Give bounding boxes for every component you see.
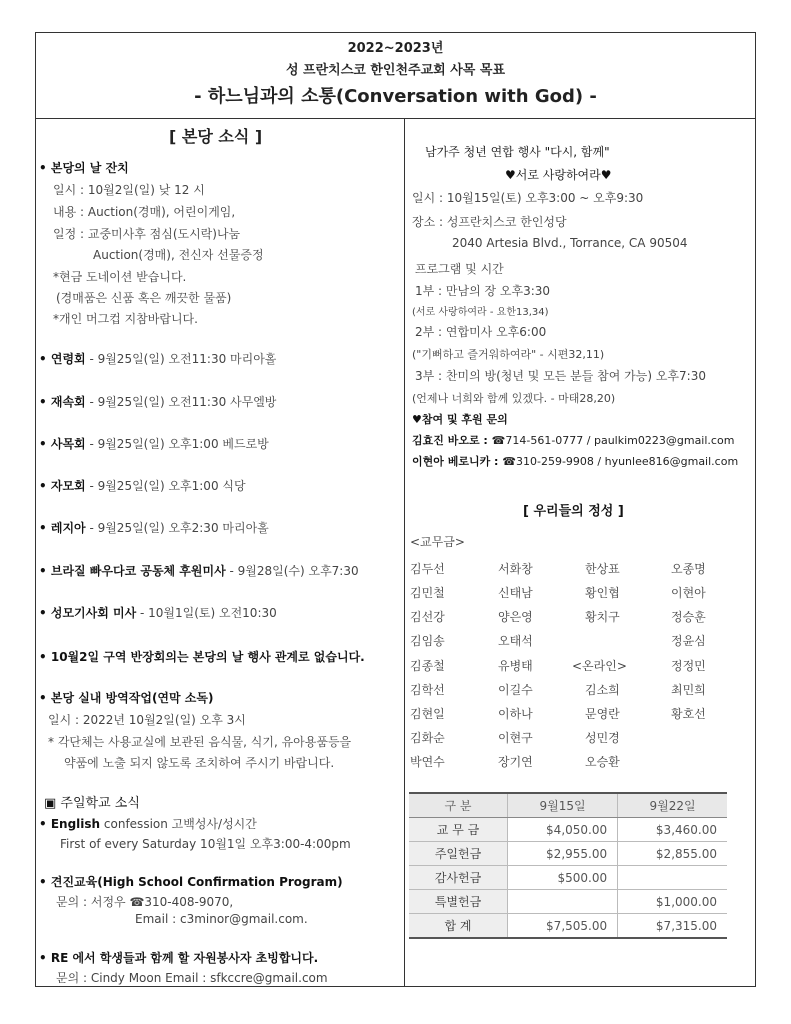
district-meeting-notice: • 10월2일 구역 반장회의는 본당의 날 행사 관계로 없습니다. [39, 650, 365, 664]
meeting-item [39, 393, 276, 410]
donor-name: 양은영 [498, 610, 533, 624]
donor-name: 신태남 [498, 586, 533, 600]
donor-name: 황호선 [671, 707, 706, 721]
meeting-name: • 성모기사회 미사 [39, 606, 137, 620]
table-cell: $4,050.00 [508, 818, 618, 842]
table-cell: $1,000.00 [618, 890, 727, 914]
donor-name: 김종철 [410, 659, 445, 673]
program-part-3: 3부 : 찬미의 방(청년 및 모든 분들 참여 가능) 오후7:30 [415, 369, 706, 383]
meeting-detail: - 9월28일(수) 오후7:30 [225, 564, 359, 578]
donor-name: 김화순 [410, 731, 445, 745]
donor-name: 이하나 [498, 707, 533, 721]
table-cell: $7,315.00 [618, 914, 727, 939]
feast-date: 일시 : 10월2일(일) 낮 12 시 [53, 183, 205, 197]
table-row-label: 교 무 금 [409, 818, 508, 842]
program-part-2-note: ("기뻐하고 즐거워하여라" - 시편32,11) [412, 348, 605, 361]
donor-name: 장기연 [498, 755, 533, 769]
table-total-row [409, 914, 727, 939]
meeting-detail: - 9월25일(일) 오후1:00 베드로방 [85, 437, 269, 451]
feast-schedule-2: Auction(경매), 전신자 선물증정 [93, 248, 264, 262]
table-row-label: 합 계 [409, 914, 508, 939]
meeting-item [39, 435, 269, 452]
contact-info: ☎310-259-9908 / hyunlee816@gmail.com [502, 455, 739, 468]
donor-name: 최민희 [671, 683, 706, 697]
youth-event-place: 장소 : 성프란치스코 한인성당 [412, 215, 567, 229]
feast-content: 내용 : Auction(경매), 어린이게임, [53, 205, 236, 219]
disinfect-heading: • 본당 실내 방역작업(연막 소독) [39, 691, 214, 705]
meeting-detail: - 10월1일(토) 오전10:30 [136, 606, 277, 620]
donor-name: 김두선 [410, 562, 445, 576]
confirmation-email: Email : c3minor@gmail.com. [135, 912, 308, 926]
meeting-name: • 사목회 [39, 437, 86, 451]
meeting-name: • 연령회 [39, 352, 86, 366]
feast-schedule-1: 일정 : 교중미사후 점심(도시락)나눔 [53, 227, 241, 241]
donor-name: 오종명 [671, 562, 706, 576]
meeting-detail: - 9월25일(일) 오후1:00 식당 [85, 479, 246, 493]
donor-name: 이현아 [671, 586, 706, 600]
youth-event-address: 2040 Artesia Blvd., Torrance, CA 90504 [452, 236, 688, 250]
donor-name: 이현구 [498, 731, 533, 745]
feast-heading: • 본당의 날 잔치 [39, 161, 129, 175]
english-label: • English [39, 817, 101, 831]
table-cell: $2,855.00 [618, 842, 727, 866]
table-header: 9월15일 [508, 793, 618, 818]
table-cell: $7,505.00 [508, 914, 618, 939]
table-cell [508, 890, 618, 914]
youth-event-subtitle: ♥서로 사랑하여라♥ [505, 168, 612, 182]
meeting-item [39, 604, 277, 621]
contact-info: ☎714-561-0777 / paulkim0223@gmail.com [491, 434, 735, 447]
meeting-item [39, 350, 276, 367]
disinfect-date: 일시 : 2022년 10월2일(일) 오후 3시 [48, 713, 246, 727]
header-motto: - 하느님과의 소통(Conversation with God) - [194, 86, 597, 107]
table-cell: $2,955.00 [508, 842, 618, 866]
youth-event-date: 일시 : 10월15일(토) 오후3:00 ~ 오후9:30 [412, 191, 644, 205]
offerings-table [409, 792, 727, 939]
meeting-item [39, 477, 246, 494]
meeting-name: • 재속회 [39, 395, 86, 409]
donor-name: 김현일 [410, 707, 445, 721]
table-row [409, 890, 727, 914]
donor-name: 정정민 [671, 659, 706, 673]
donor-name: 오태석 [498, 634, 533, 648]
meeting-detail: - 9월25일(일) 오후2:30 마리아홀 [85, 521, 269, 535]
donor-name: 서화창 [498, 562, 533, 576]
contact-name: 김효진 바오로 : [412, 434, 492, 447]
table-row [409, 842, 727, 866]
donor-name: 정윤심 [671, 634, 706, 648]
feast-note-3: *개인 머그컵 지참바랍니다. [53, 312, 198, 326]
meeting-name: • 레지아 [39, 521, 86, 535]
feast-note-1: *현금 도네이션 받습니다. [53, 270, 187, 284]
meeting-name: • 자모회 [39, 479, 86, 493]
donors-title: [ 우리들의 정성 ] [523, 504, 624, 519]
contact-name: 이현아 베로니카 : [412, 455, 503, 468]
donor-name: 유병태 [498, 659, 533, 673]
header-parish-goal: 성 프란치스코 한인천주교회 사목 목표 [285, 63, 506, 78]
table-row [409, 866, 727, 890]
donor-name: 황인협 [585, 586, 620, 600]
table-row-label: 감사헌금 [409, 866, 508, 890]
donor-name: 이길수 [498, 683, 533, 697]
table-cell: $500.00 [508, 866, 618, 890]
re-volunteer-heading: • RE 에서 학생들과 함께 할 자원봉사자 초빙합니다. [39, 951, 319, 965]
contact-paul [412, 432, 734, 448]
table-header: 9월22일 [618, 793, 727, 818]
donor-name: 황치구 [585, 610, 620, 624]
donor-name: 김민철 [410, 586, 445, 600]
donor-name: 박연수 [410, 755, 445, 769]
program-part-1: 1부 : 만남의 장 오후3:30 [415, 284, 551, 298]
confirmation-heading: • 견진교육(High School Confirmation Program) [39, 875, 343, 889]
donor-name: 성민경 [585, 731, 620, 745]
youth-event-title: 남가주 청년 연합 행사 "다시, 함께" [425, 145, 610, 159]
program-heading: 프로그램 및 시간 [415, 262, 504, 276]
meeting-item [39, 562, 359, 579]
meeting-detail: - 9월25일(일) 오전11:30 사무엘방 [85, 395, 277, 409]
donor-name: 김학선 [410, 683, 445, 697]
meeting-name: • 브라질 빠우다코 공동체 후원미사 [39, 564, 226, 578]
parish-news-title: [ 본당 소식 ] [169, 127, 263, 146]
donors-label: <교무금> [410, 535, 465, 549]
sunday-school-title: ▣ 주일학교 소식 [44, 796, 140, 811]
feast-note-2: (경매품은 신품 혹은 깨끗한 물품) [56, 291, 232, 305]
online-label: <온라인> [572, 659, 627, 673]
table-header-row [409, 793, 727, 818]
english-time: First of every Saturday 10월1일 오후3:00-4:00pm [60, 837, 351, 851]
meeting-item [39, 519, 269, 536]
disinfect-note-1: * 각단체는 사용교실에 보관된 음식물, 식기, 유아용품등을 [48, 735, 352, 749]
donor-name: 한상표 [585, 562, 620, 576]
inquiry-heading: ♥참여 및 후원 문의 [412, 413, 508, 426]
donor-name: 김임송 [410, 634, 445, 648]
donor-name: 오승환 [585, 755, 620, 769]
confirmation-contact: 문의 : 서정우 ☎310-408-9070, [56, 895, 234, 909]
column-divider [404, 119, 405, 987]
table-cell [618, 866, 727, 890]
table-header: 구 분 [409, 793, 508, 818]
english-detail: confession 고백성사/성시간 [100, 817, 257, 831]
donor-name: 정승훈 [671, 610, 706, 624]
table-cell: $3,460.00 [618, 818, 727, 842]
contact-veronica [412, 453, 738, 469]
donor-name: 김선강 [410, 610, 445, 624]
table-row-label: 주일헌금 [409, 842, 508, 866]
disinfect-note-2: 약품에 노출 되지 않도록 조치하여 주시기 바랍니다. [64, 756, 335, 770]
meeting-detail: - 9월25일(일) 오전11:30 마리아홀 [85, 352, 277, 366]
donor-name: 문영란 [585, 707, 620, 721]
program-part-1-note: (서로 사랑하여라 - 요한13,34) [412, 307, 549, 318]
program-part-3-note: (언제나 너희와 함께 있겠다. - 마태28,20) [412, 392, 616, 405]
table-row-label: 특별헌금 [409, 890, 508, 914]
donor-name: 김소희 [585, 683, 620, 697]
re-contact: 문의 : Cindy Moon Email : sfkccre@gmail.com [56, 971, 328, 985]
program-part-2: 2부 : 연합미사 오후6:00 [415, 325, 547, 339]
english-confession [39, 815, 257, 832]
header-years: 2022~2023년 [347, 41, 444, 56]
bulletin-header [36, 33, 755, 119]
table-row [409, 818, 727, 842]
